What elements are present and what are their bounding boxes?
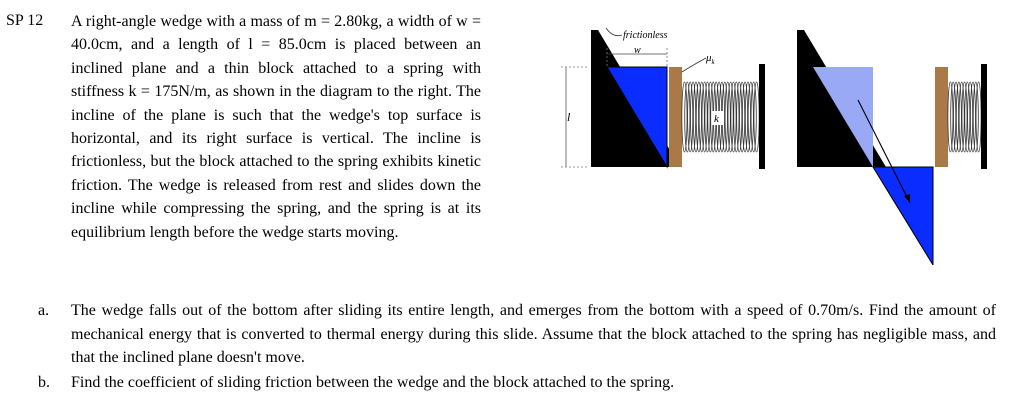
- part-a-letter: a.: [38, 302, 50, 319]
- problem-number: SP 12: [6, 12, 44, 29]
- width-label: w: [634, 45, 641, 56]
- spring-wall: [981, 64, 987, 169]
- final-state-figure: [797, 30, 987, 265]
- problem-intro-text: A right-angle wedge with a mass of m = 2.80kg, a width of w = 40.0cm, and a length of l = 85.0cm is placed between an inclined plane and a thin block attached to a spring with stiffness k = 175N/m, as shown in the diagram to the right. The incline of the plane is such that the wedge's top surface is horizontal, and its right surface is vertical. The incline is frictionless, but the block attached to the spring exhibits kinetic friction. The wedge is released from rest and slides down the incline while compressing the spring, and the spring is at its equilibrium length before the wedge starts moving.: [71, 13, 481, 241]
- spring: [948, 82, 981, 152]
- frictionless-label: frictionless: [623, 30, 668, 41]
- spring-constant-label: k: [714, 113, 719, 125]
- wedge-final: [873, 167, 933, 265]
- problem-statement: [71, 10, 481, 244]
- friction-coefficient-pointer: [682, 58, 706, 72]
- frictionless-pointer: [606, 28, 622, 36]
- friction-coefficient-label: $\mu_k$: [706, 52, 715, 66]
- initial-state-figure: [561, 28, 765, 169]
- friction-block: [669, 67, 682, 167]
- friction-block: [935, 67, 948, 167]
- length-label: l: [567, 110, 571, 124]
- spring-wall: [759, 64, 765, 169]
- part-b-letter: b.: [38, 374, 50, 391]
- physics-diagram: [558, 20, 998, 265]
- part-b-text: Find the coefficient of sliding friction between the wedge and the block attached to the spring.: [71, 374, 675, 391]
- part-a-text: The wedge falls out of the bottom after sliding its entire length, and emerges from the bottom with a speed of 0.70m/s. Find the amount of mechanical energy that is converted to thermal energy during this slide. Assume that the block attached to the spring has negligible mass, and that the inclined plane doesn't move.: [71, 302, 996, 366]
